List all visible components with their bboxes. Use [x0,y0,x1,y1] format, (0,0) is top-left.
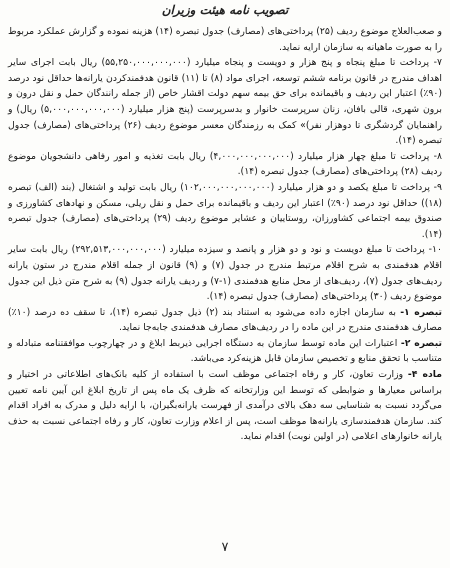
article-4-heading: ماده ۴- [407,369,442,381]
paragraph-text: ۱۰- پرداخت تا مبلغ دویست و نود و دو هزار و پانصد و سیزده میلیارد (۲۹۲,۵۱۳,۰۰۰,۰۰۰,۰۰۰) ریال بابت سایر اقلام هدفمندی به شرح اقلام مرتبط مندرج در جدول (۷) و (۹) قانون از جمله اقلام مندرج در ستون یارانه ردیف‌های جدول (۷)، ردیف‌های از محل منابع هدفمندی (۱-۷) و ردیف یارانه جدول (۹) به شرح متن ذیل این جدول موضوع ردیف (۳۰) پرداختی‌های (مصارف) جدول تبصره (۱۴). [8,244,443,303]
article-4 [8,367,442,445]
paragraph-item-7 [8,55,442,149]
document-body [8,24,442,445]
paragraph-text: به سازمان اجازه داده می‌شود به استناد بند (۲) ذیل جدول تبصره (۱۴)، تا سقف ده درصد (۱۰٪) مصارف هدفمندی مندرج در این ماده را در ردیف‌های مصارف هدفمندی جابه‌جا نماید. [8,306,442,334]
paragraph-text: اعتبارات این ماده توسط سازمان به دستگاه اجرایی ذیربط ابلاغ و در چهارچوب موافقتنامه متبادله و متناسب با تحقق منابع و تخصیص سازمان قابل هزینه‌کرد می‌باشد. [8,337,442,365]
paragraph-text: ۷- پرداخت تا مبلغ پنجاه و پنج هزار و دویست و پنجاه میلیارد (۵۵,۲۵۰,۰۰۰,۰۰۰,۰۰۰) ریال بابت اجرای سایر اهداف مندرج در قانون برنامه ششم توسعه، اجرای مواد (۸) تا (۱۱) قانون هدفمندکردن یارانه‌ها حداقل نود درصد (۹۰٪) اعتبار این ردیف و باقیمانده برای حق بیمه سهم دولت اقشار خاص (از جمله رانندگان حمل و نقل درون و برون شهری، قالی بافان، زنان سرپرست خانوار و بدسرپرست (پنج هزار میلیارد (۵,۰۰۰,۰۰۰,۰۰۰,۰۰۰) ریال) و راهنمایان گردشگری تا دوهزار نفر)» کمک به رزمندگان معسر موضوع ردیف (۲۶) پرداختی‌های (مصارف) جدول تبصره (۱۴). [8,57,443,147]
paragraph-text: وزارت تعاون، کار و رفاه اجتماعی موظف است با استفاده از کلیه بانک‌های اطلاعاتی در اختیار و براساس معیارها و ضوابطی که توسط این وزارتخانه که ظرف یک ماه پس از تاریخ ابلاغ این آیین نامه تعیین می‌گردد نسبت به شناسایی سه دهک بالای درآمدی از فهرست یارانه‌بگیران، با ارایه دلیل و مدرک به افراد اقدام کند. سازمان هدفمندسازی یارانه‌ها موظف است، پس از اعلام وزارت تعاون، کار و رفاه اجتماعی نسبت به حذف یارانه خانوارهای اعلامی (در اولین نوبت) اقدام نماید. [8,369,442,443]
note-2-heading: تبصره ۲- [400,337,442,349]
paragraph-text: ۹- پرداخت تا مبلغ یکصد و دو هزار میلیارد (۱۰۲,۰۰۰,۰۰۰,۰۰۰,۰۰۰) ریال بابت تولید و اشتغال (بند (الف) تبصره (۱۸)) حداقل نود درصد (۹۰٪) اعتبار این ردیف و باقیمانده برای حمل و نقل ریلی، مسکن و نهادهای کشاورزی و صندوق بیمه اجتماعی کشاورزان، روستاییان و عشایر موضوع ردیف (۲۹) پرداختی‌های (مصارف) جدول تبصره (۱۴). [8,181,442,240]
note-1 [8,305,442,336]
note-1-heading: تبصره ۱- [400,306,442,318]
paragraph-item-8 [8,149,442,180]
page-header-title: تصویب نامه هیئت وزیران [161,3,289,17]
paragraph-text: ۸- پرداخت تا مبلغ چهار هزار میلیارد (۴,۰۰۰,۰۰۰,۰۰۰,۰۰۰) ریال بابت تغذیه و امور رفاهی دانشجویان موضوع ردیف (۲۸) پرداختی‌های (مصارف) جدول تبصره (۱۴). [8,150,442,178]
paragraph-text: و صعب‌العلاج موضوع ردیف (۲۵) پرداختی‌های (مصارف) جدول تبصره (۱۴) هزینه نموده و گزارش عملکرد مربوط را به صورت ماهیانه به سازمان ارایه نماید. [8,26,443,53]
note-2 [8,336,442,367]
paragraph-continuation [8,24,442,55]
paragraph-item-9 [8,180,442,242]
page-number: ۷ [221,540,229,555]
paragraph-item-10 [8,242,442,304]
